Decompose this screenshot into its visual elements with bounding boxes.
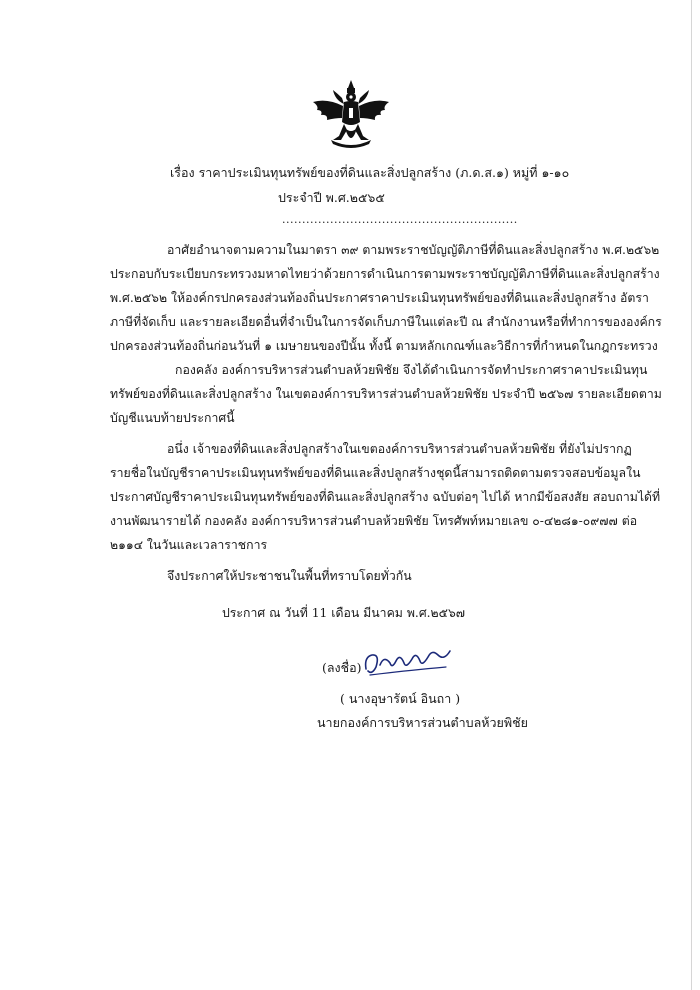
- paragraph-1-line-7: ทรัพย์ของที่ดินและสิ่งปลูกสร้าง ในเขตองค์การบริหารส่วนตำบลห้วยพิชัย ประจำปี ๒๕๖๗ รายละเอียดตาม: [110, 387, 662, 401]
- paragraph-1-line-6: กองคลัง องค์การบริหารส่วนตำบลห้วยพิชัย จึงได้ดำเนินการจัดทำประกาศราคาประเมินทุน: [175, 363, 648, 377]
- paragraph-1-line-4: ภาษีที่จัดเก็บ และรายละเอียดอื่นที่จำเป็นในการจัดเก็บภาษีในแต่ละปี ณ สำนักงานหรือที่ทำการขององค์กร: [110, 315, 662, 329]
- paragraph-2-line-3: ประกาศบัญชีราคาประเมินทุนทรัพย์ของที่ดินและสิ่งปลูกสร้าง ฉบับต่อๆ ไปได้ หากมีข้อสงสัย สอบถามได้ที่: [110, 490, 661, 504]
- signatory-title: นายกองค์การบริหารส่วนตำบลห้วยพิชัย: [317, 715, 528, 730]
- paragraph-1-line-2: ประกอบกับระเบียบกระทรวงมหาดไทยว่าด้วยการดำเนินการตามพระราชบัญญัติภาษีที่ดินและสิ่งปลูกสร้าง: [110, 267, 660, 281]
- garuda-emblem-icon: [311, 78, 391, 150]
- paragraph-1-line-1: อาศัยอำนาจตามความในมาตรา ๓๙ ตามพระราชบัญญัติภาษีที่ดินและสิ่งปลูกสร้าง พ.ศ.๒๕๖๒: [167, 243, 660, 257]
- paragraph-1-line-8: บัญชีแนบท้ายประกาศนี้: [110, 411, 235, 425]
- fiscal-year: ประจำปี พ.ศ.๒๕๖๕: [278, 190, 385, 205]
- handwritten-signature: [362, 645, 454, 679]
- paragraph-2-line-4: งานพัฒนารายได้ กองคลัง องค์การบริหารส่วนตำบลห้วยพิชัย โทรศัพท์หมายเลข ๐-๔๒๘๑-๐๙๗๗ ต่อ: [110, 514, 638, 528]
- paragraph-2-line-2: รายชื่อในบัญชีราคาประเมินทุนทรัพย์ของที่ดินและสิ่งปลูกสร้างชุดนี้สามารถติดตามตรวจสอบข้อมูลใน: [110, 466, 641, 480]
- paragraph-1-line-5: ปกครองส่วนท้องถิ่นก่อนวันที่ ๑ เมษายนของปีนั้น ทั้งนี้ ตามหลักเกณฑ์และวิธีการที่กำหนดในกฎกระทรวง: [110, 339, 658, 353]
- paragraph-1-line-3: พ.ศ.๒๕๖๒ ให้องค์กรปกครองส่วนท้องถิ่นประกาศราคาประเมินทุนทรัพย์ของที่ดินและสิ่งปลูกสร้าง อัตรา: [110, 291, 649, 305]
- announcement-closing: จึงประกาศให้ประชาชนในพื้นที่ทราบโดยทั่วกัน: [167, 569, 412, 583]
- signature-label: (ลงชื่อ): [322, 660, 362, 675]
- paragraph-2-line-5: ๒๑๑๔ ในวันและเวลาราชการ: [110, 538, 268, 552]
- divider-dots: ...........................................................: [282, 213, 518, 226]
- signatory-name: ( นางอุษารัตน์ อินถา ): [340, 691, 461, 706]
- scan-edge-line: [691, 0, 692, 990]
- announcement-date: ประกาศ ณ วันที่ 11 เดือน มีนาคม พ.ศ.๒๕๖๗: [222, 606, 466, 620]
- paragraph-2-line-1: อนึ่ง เจ้าของที่ดินและสิ่งปลูกสร้างในเขตองค์การบริหารส่วนตำบลห้วยพิชัย ที่ยังไม่ปรากฏ: [167, 442, 632, 456]
- subject-line: เรื่อง ราคาประเมินทุนทรัพย์ของที่ดินและสิ่งปลูกสร้าง (ภ.ด.ส.๑) หมู่ที่ ๑-๑๐: [170, 165, 570, 180]
